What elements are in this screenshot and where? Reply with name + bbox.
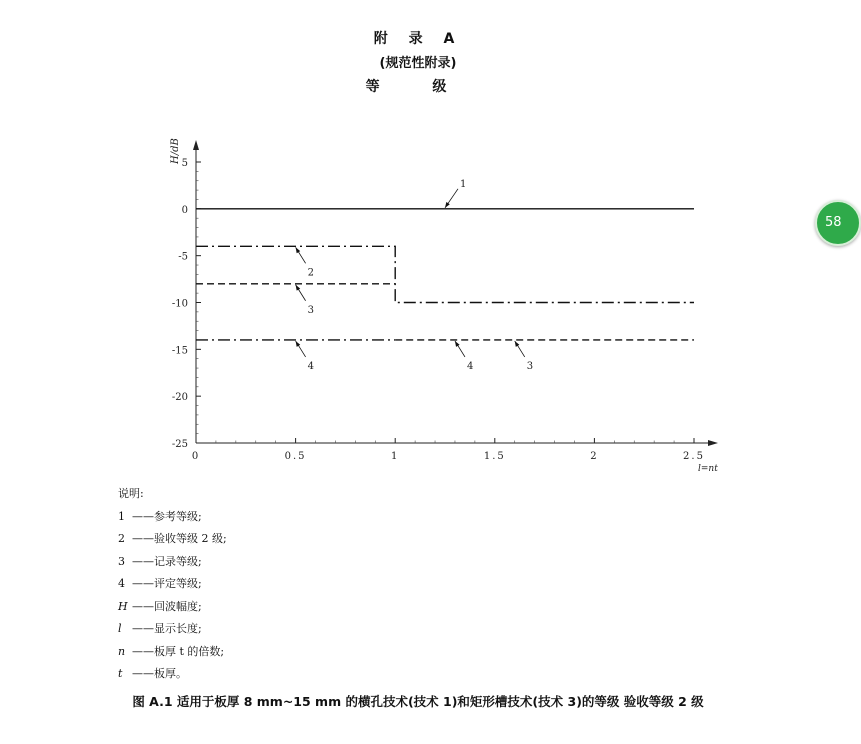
legend-text: ——参考等级;: [132, 509, 202, 523]
legend-item: [118, 663, 227, 686]
appendix-title: 等 级: [365, 79, 471, 95]
chart-axes: [170, 138, 718, 474]
x-tick-label: 0: [191, 451, 201, 462]
x-tick-label: 1: [391, 451, 400, 462]
chart-annotations: [296, 179, 533, 372]
x-tick-label: 2: [590, 451, 599, 462]
legend-text: ——验收等级 2 级;: [132, 532, 227, 545]
annotation-label: 2: [307, 267, 314, 279]
x-tick-label: 1.5: [483, 451, 506, 462]
page-badge[interactable]: 58: [815, 200, 861, 246]
annotation-arrowhead: [296, 341, 301, 347]
series-line-2: [196, 246, 694, 302]
x-tick-label: 2.5: [683, 451, 705, 462]
annotation-label: 3: [526, 360, 534, 372]
legend-key: t: [118, 667, 123, 680]
annotation-arrowhead: [445, 202, 450, 208]
legend-text: ——板厚 t 的倍数;: [132, 644, 225, 658]
y-axis-arrow: [193, 140, 199, 150]
appendix-label: 附 录 A: [373, 31, 463, 47]
y-tick-label: 5: [181, 158, 188, 169]
legend-item: [118, 528, 227, 551]
legend-heading: 说明:: [118, 487, 144, 500]
legend-text: ——板厚。: [132, 667, 187, 680]
annotation-arrowhead: [296, 247, 301, 253]
legend-text: ——回波幅度;: [132, 599, 202, 613]
legend-key: n: [118, 644, 126, 658]
legend-item: [118, 641, 227, 664]
y-tick-label: -10: [171, 298, 188, 310]
legend-key: 2: [118, 532, 125, 545]
legend-text: ——显示长度;: [132, 622, 202, 635]
legend: [118, 483, 227, 686]
legend-key: H: [118, 599, 128, 613]
annotation-arrowhead: [296, 285, 301, 291]
y-tick-label: -25: [171, 439, 188, 450]
legend-key: 4: [118, 577, 125, 590]
legend-key: l: [118, 622, 122, 635]
y-tick-label: -5: [178, 251, 188, 263]
chart-series: [196, 209, 694, 340]
annotation-label: 1: [460, 178, 467, 190]
chart-ticks: [172, 158, 705, 462]
annotation-label: 4: [466, 360, 474, 372]
legend-item: [118, 618, 227, 641]
legend-item: [118, 551, 227, 574]
legend-key: 3: [118, 554, 125, 568]
x-axis-arrow: [708, 440, 718, 446]
annotation-arrowhead: [515, 341, 520, 347]
annotation-label: 4: [307, 360, 314, 372]
x-axis-label: l=nt: [698, 464, 718, 474]
y-tick-label: 0: [181, 204, 188, 216]
annotation-arrowhead: [455, 341, 460, 347]
y-tick-label: -20: [171, 392, 188, 404]
legend-item: [118, 596, 227, 619]
legend-key: 1: [118, 509, 125, 523]
figure-caption: 图 A.1 适用于板厚 8 mm~15 mm 的横孔技术(技术 1)和矩形槽技术(技术 3)的等级 验收等级 2 级: [132, 694, 704, 709]
y-tick-label: -15: [171, 345, 188, 357]
legend-item: [118, 506, 227, 529]
normative-label: (规范性附录): [379, 56, 457, 71]
annotation-label: 3: [307, 304, 314, 316]
y-axis-label: H/dB: [170, 138, 181, 164]
legend-text: ——评定等级;: [132, 577, 202, 590]
legend-text: ——记录等级;: [132, 554, 202, 568]
legend-item: [118, 573, 227, 596]
x-tick-label: 0.5: [284, 451, 307, 462]
